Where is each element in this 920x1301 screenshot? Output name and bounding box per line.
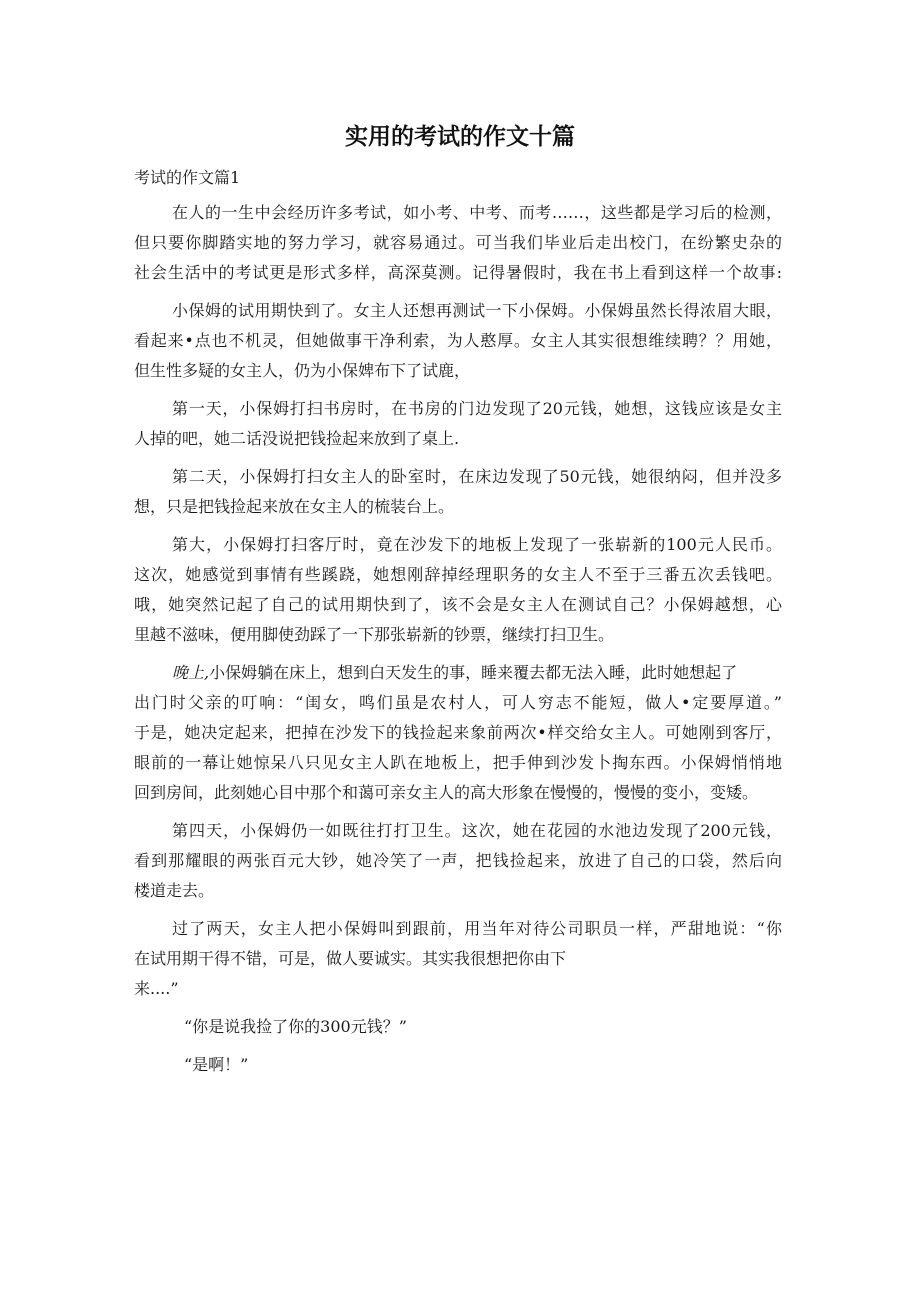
text-line: 第二天，小保姆打扫女主人的卧室时，在床边发现了50元钱，她很纳闷，但并没多 (172, 467, 782, 486)
section-heading: 考试的作文篇1 (134, 168, 241, 187)
paragraph-8 (134, 914, 782, 1004)
text-line: 第一天，小保姆打扫书房时，在书房的门边发现了20元钱，她想，这钱应该是女主 (172, 399, 782, 418)
dialogue-line: “是啊！” (184, 1055, 249, 1074)
paragraph-6 (134, 658, 782, 808)
italic-lead: 晚上, (172, 663, 210, 682)
text-span: 小保姆躺在床上，想到白天发生的事，睡来覆去都无法入睡，此时她想起了 (209, 663, 738, 682)
paragraph-1 (134, 198, 782, 288)
text-line: 想，只是把钱捡起来放在女主人的梳装台上。 (134, 497, 455, 516)
text-line: 于是，她决定起来，把掉在沙发下的钱捡起来象前两次•样交给女主人。可她刚到客厅， (134, 723, 782, 742)
paragraph-2 (134, 296, 782, 386)
text-line: 人掉的吧，她二话没说把钱捡起来放到了桌上. (134, 429, 460, 448)
text-line: 里越不滋味，便用脚使劲踩了一下那张崭新的钞票，继续打扫卫生。 (134, 625, 615, 644)
paragraph-7 (134, 816, 782, 906)
text-line: 小保姆的试用期快到了。女主人还想再测试一下小保姆。小保姆虽然长得浓眉大眼， (172, 301, 782, 320)
text-line: 眼前的一幕让她惊呆八只见女主人趴在地板上，把手伸到沙发卜掏东西。小保姆悄悄地 (134, 753, 782, 772)
text-line: 过了两天，女主人把小保姆叫到跟前，用当年对待公司职员一样，严甜地说：“你 (172, 919, 782, 938)
text-line: 这次，她感觉到事情有些蹊跷，她想刚辞掉经理职务的女主人不至于三番五次丢钱吧。 (134, 565, 782, 584)
paragraph-4 (134, 462, 782, 522)
paragraph-3 (134, 394, 782, 454)
text-line: 哦，她突然记起了自己的试用期快到了，该不会是女主人在测试自己？小保姆越想，心 (134, 595, 782, 614)
text-line: 看到那耀眼的两张百元大钞，她冷笑了一声，把钱捡起来，放进了自己的口袋，然后向 (134, 851, 782, 870)
article-body (134, 198, 782, 1080)
text-line: 在试用期干得不错，可是，做人要诚实。其实我很想把你由下 (134, 949, 567, 968)
text-line: 第大，小保姆打扫客厅时，竟在沙发下的地板上发现了一张崭新的100元人民币。 (172, 535, 782, 554)
text-line: 但生性多疑的女主人，仍为小保婢布下了试鹿， (134, 361, 471, 380)
text-line: 出门时父亲的叮响：“闺女，鸣们虽是农村人，可人穷志不能短，做人•定要厚道。” (134, 693, 782, 712)
text-line: 但只要你脚踏实地的努力学习，就容易通过。可当我们毕业后走出校门，在纷繁史杂的 (134, 233, 782, 252)
text-line: 看起来•点也不机灵，但她做事干净利索，为人憨厚。女主人其实很想维续聘？？用她， (134, 331, 782, 350)
text-line: 回到房间，此刻她心目中那个和蔼可亲女主人的高大形象在慢慢的，慢慢的变小，变矮。 (134, 783, 759, 802)
text-line: 社会生活中的考试更是形式多样，高深莫测。记得暑假时，我在书上看到这样一个故事: (134, 263, 782, 282)
page-title: 实用的考试的作文十篇 (345, 124, 575, 150)
text-line: 来....” (134, 979, 179, 998)
text-line: 第四天，小保姆仍一如既往打打卫生。这次，她在花园的水池边发现了200元钱， (172, 821, 782, 840)
paragraph-5 (134, 530, 782, 650)
text-line (134, 658, 782, 688)
dialogue-line: “你是说我捡了你的300元钱？” (184, 1017, 407, 1036)
text-line: 在人的一生中会经历许多考试，如小考、中考、而考……，这些都是学习后的检测， (172, 203, 782, 222)
text-line: 楼道走去。 (134, 881, 215, 900)
